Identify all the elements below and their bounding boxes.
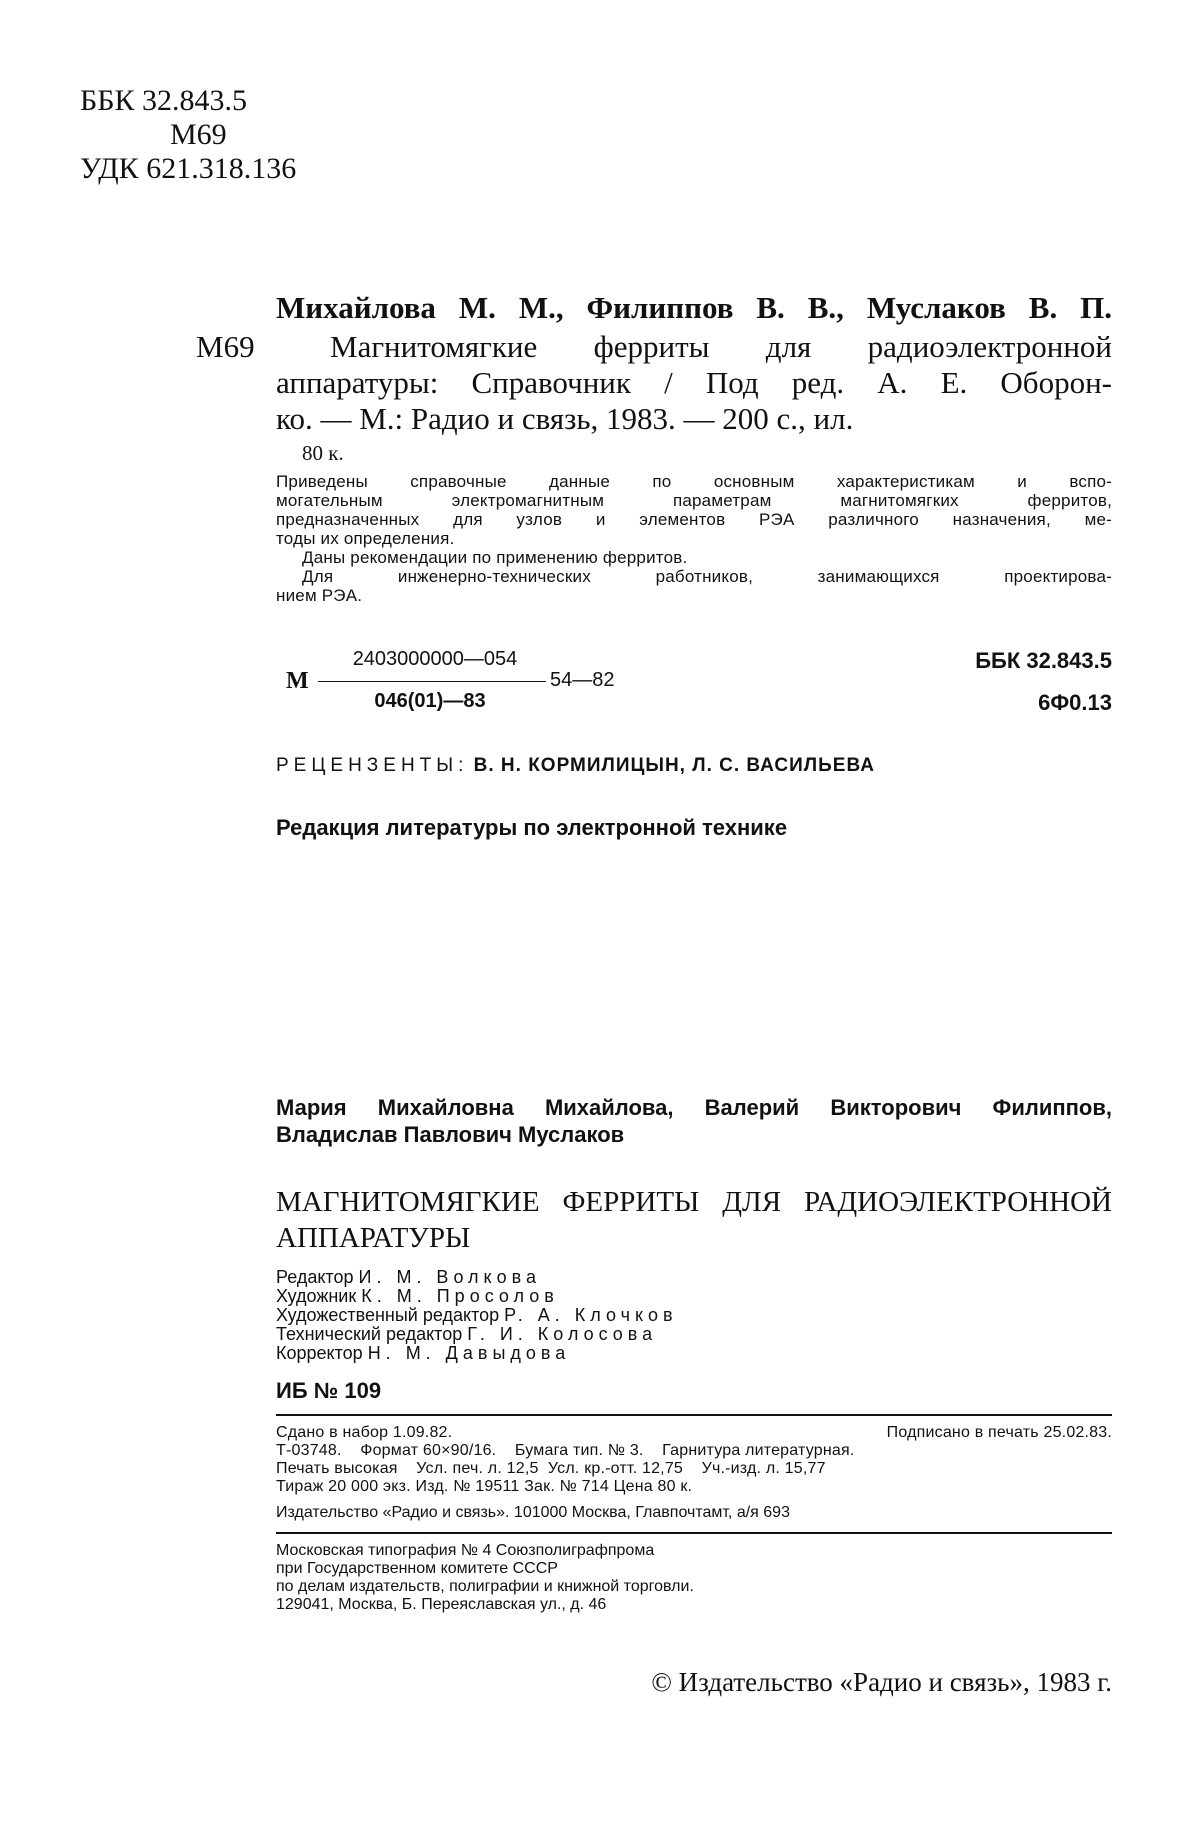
print-row [276, 1424, 1112, 1442]
colophon-authors-line: Владислав Павлович Муслаков [276, 1122, 625, 1147]
print-row: Печать высокая Усл. печ. л. 12,5 Усл. кр.-отт. 12,75 Уч.-изд. л. 15,77 [276, 1460, 826, 1477]
print-details [276, 1424, 1112, 1496]
formula-letter: М [286, 668, 309, 694]
entry-desc-line: аппаратуры: Справочник / Под ред. А. Е. Оборон- [276, 365, 1112, 400]
staff-role: Корректор [276, 1343, 363, 1363]
publisher-address: Издательство «Радио и связь». 101000 Москва, Главпочтамт, а/я 693 [276, 1504, 790, 1521]
print-submitted: Сдано в набор 1.09.82. [276, 1424, 453, 1441]
entry-desc-line: ко. — М.: Радио и связь, 1983. — 200 с., ил. [276, 401, 854, 436]
staff-row [276, 1306, 678, 1325]
formula-numerator: 2403000000—054 [352, 648, 518, 670]
staff-name: Н. М. Давыдова [367, 1343, 571, 1363]
formula-bar [318, 681, 546, 682]
printer-block [276, 1542, 694, 1614]
staff-name: И. М. Волкова [358, 1267, 542, 1287]
staff-role: Художественный редактор [276, 1305, 500, 1325]
entry-desc-line: Магнитомягкие ферриты для радиоэлектронной [330, 329, 1112, 364]
staff-name: К. М. Просолов [361, 1286, 559, 1306]
formula-suffix: 54—82 [550, 669, 615, 691]
copyright: © Издательство «Радио и связь», 1983 г. [651, 1667, 1112, 1697]
udk-line [80, 152, 296, 186]
reviewers-line [276, 755, 875, 777]
entry-mark: М69 [196, 329, 255, 364]
abstract-line: могательным электромагнитным параметрам магнитомягких ферритов, [276, 491, 1112, 510]
abstract-line: предназначенных для узлов и элементов РЭА различного назначения, ме- [276, 510, 1112, 529]
author-mark: М69 [170, 118, 227, 151]
entry-price: 80 к. [302, 441, 344, 465]
staff-row [276, 1268, 678, 1287]
edition-office: Редакция литературы по электронной технике [276, 815, 788, 840]
formula-code: 6Ф0.13 [1038, 690, 1112, 715]
staff-row [276, 1344, 678, 1363]
printer-line: 129041, Москва, Б. Переяславская ул., д. 46 [276, 1596, 607, 1613]
printer-line: при Государственном комитете СССР [276, 1560, 558, 1577]
bbk-line [80, 84, 247, 118]
print-row: Т-03748. Формат 60×90/16. Бумага тип. № 3. Гарнитура литературная. [276, 1442, 855, 1459]
bbk-code: 32.843.5 [141, 84, 247, 117]
colophon-authors-line: Мария Михайловна Михайлова, Валерий Викторович Филиппов, [276, 1095, 1112, 1120]
print-row: Тираж 20 000 экз. Изд. № 19511 Зак. № 714 Цена 80 к. [276, 1478, 693, 1495]
reviewers-names: В. Н. КОРМИЛИЦЫН, Л. С. ВАСИЛЬЕВА [473, 755, 875, 776]
formula-denominator: 046(01)—83 [374, 690, 486, 712]
entry-authors: Михайлова М. М., Филиппов В. В., Муслаков В. П. [276, 290, 1112, 325]
udk-code: 621.318.136 [146, 152, 297, 185]
divider [276, 1532, 1112, 1534]
audience-line: нием РЭА. [276, 586, 363, 605]
audience-line: Для инженерно-технических работников, занимающихся проектирова- [302, 567, 1112, 586]
print-signed: Подписано в печать 25.02.83. [886, 1424, 1112, 1441]
staff-row [276, 1287, 678, 1306]
staff-name: Г. И. Колосова [467, 1324, 658, 1344]
abstract-line: Приведены справочные данные по основным характеристикам и вспо- [276, 472, 1112, 491]
abstract-line: тоды их определения. [276, 529, 455, 548]
reviewers-label: РЕЦЕНЗЕНТЫ: [276, 755, 469, 776]
staff-role: Художник [276, 1286, 357, 1306]
colophon-title-line: МАГНИТОМЯГКИЕ ФЕРРИТЫ ДЛЯ РАДИОЭЛЕКТРОННОЙ [276, 1186, 1112, 1218]
staff-role: Технический редактор [276, 1324, 463, 1344]
colophon-title-line: АППАРАТУРЫ [276, 1222, 471, 1254]
printer-line: Московская типография № 4 Союзполиграфпрома [276, 1542, 655, 1559]
staff-list [276, 1268, 678, 1363]
formula-bbk: ББК 32.843.5 [975, 648, 1112, 673]
udk-label: УДК [80, 152, 139, 185]
bbk-label: ББК [80, 84, 135, 117]
staff-role: Редактор [276, 1267, 354, 1287]
divider [276, 1414, 1112, 1416]
ib-number: ИБ № 109 [276, 1378, 382, 1403]
staff-row [276, 1325, 678, 1344]
printer-line: по делам издательств, полиграфии и книжной торговли. [276, 1578, 694, 1595]
staff-name: Р. А. Клочков [504, 1305, 678, 1325]
recommendation: Даны рекомендации по применению ферритов. [302, 548, 688, 567]
